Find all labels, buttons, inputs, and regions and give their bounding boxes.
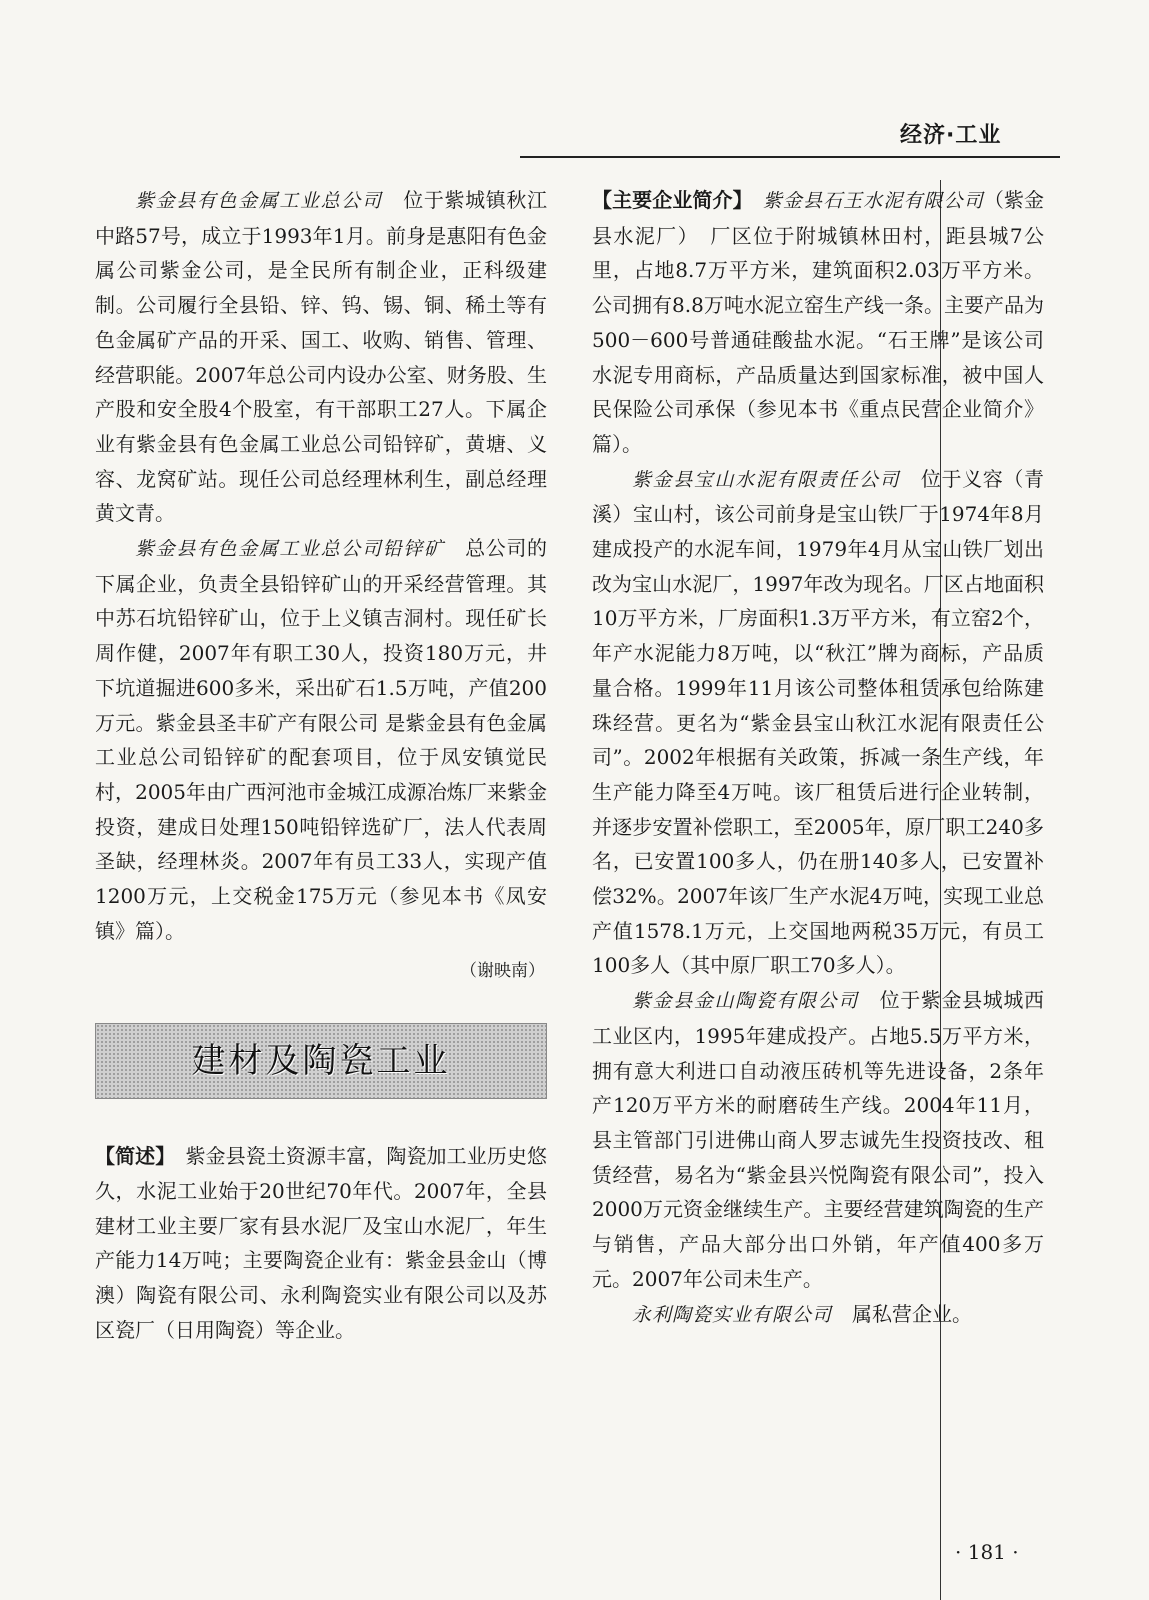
- page-number: · 181 ·: [955, 1540, 1019, 1564]
- section-banner: [95, 1023, 547, 1099]
- paragraph-overview: [95, 1139, 547, 1347]
- paragraph-nonferrous-company: [95, 183, 547, 531]
- running-header: 经济·工业: [900, 123, 1002, 148]
- paragraph-shiwang-cement: [592, 183, 1044, 462]
- entity-name: 紫金县石王水泥有限公司: [742, 190, 984, 212]
- entity-name: 紫金县宝山水泥有限责任公司: [632, 468, 901, 491]
- section-title: 建材及陶瓷工业: [191, 1040, 451, 1081]
- paragraph-yongli-ceramics: [592, 1297, 1044, 1333]
- paragraph-text: 位于紫金县城城西工业区内，1995年建成投产。占地5.5万平方米，拥有意大利进口自动液压砖机等先进设备，2条年产120万平方米的耐磨砖生产线。2004年11月，县主管部门引进佛山商人罗志诚先生投资技改、租赁经营，易名为“紫金县兴悦陶瓷有限公司”，投入2000万元资金继续生产。主要经营建筑陶瓷的生产与销售，产品大部分出口外销，年产值400多万元。2007年公司未生产。: [592, 988, 1044, 1291]
- lead-label: 【简述】: [95, 1144, 166, 1169]
- header-rule: [520, 156, 1060, 158]
- paragraph-text: 位于义容（青溪）宝山村，该公司前身是宝山铁厂于1974年8月建成投产的水泥车间，1979年4月从宝山铁厂划出改为宝山水泥厂，1997年改为现名。厂区占地面积10万平方米，厂房面积1.3万平方米，有立窑2个，年产水泥能力8万吨，以“秋江”牌为商标，产品质量合格。1999年11月该公司整体租赁承包给陈建珠经营。更名为“紫金县宝山秋江水泥有限责任公司”。2002年根据有关政策，拆减一条生产线，年生产能力降至4万吨。该厂租赁后进行企业转制，并逐步安置补偿职工，至2005年，原厂职工240多名，已安置100多人，仍在册140多人，已安置补偿32%。2007年该厂生产水泥4万吨，实现工业总产值1578.1万元，上交国地两税35万元，有员工100多人（其中原厂职工70多人）。: [592, 466, 1044, 978]
- right-column: [592, 183, 1044, 1332]
- paragraph-jinshan-ceramics: [592, 983, 1044, 1296]
- left-column: [95, 183, 547, 1347]
- entity-name: 紫金县金山陶瓷有限公司: [632, 990, 859, 1013]
- entity-name: 紫金县有色金属工业总公司: [135, 190, 383, 212]
- author-credit: （谢映南）: [460, 961, 545, 982]
- entity-name: 紫金县有色金属工业总公司铅锌矿: [135, 538, 445, 561]
- paragraph-text: 属私营企业。: [832, 1301, 973, 1326]
- paragraph-lead-zinc-mine: [95, 531, 547, 948]
- paragraph-baoshan-cement: [592, 462, 1044, 984]
- lead-label: 【主要企业简介】: [592, 188, 743, 212]
- paragraph-text: 紫金县瓷土资源丰富，陶瓷加工业历史悠久，水泥工业始于20世纪70年代。2007年，全县建材工业主要厂家有县水泥厂及宝山水泥厂，年生产能力14万吨；主要陶瓷企业有：紫金县金山（博澳）陶瓷有限公司、永利陶瓷实业有限公司以及苏区瓷厂（日用陶瓷）等企业。: [95, 1144, 548, 1342]
- entity-name: 永利陶瓷实业有限公司: [632, 1303, 833, 1326]
- paragraph-text: 总公司的下属企业，负责全县铅锌矿山的开采经营管理。其中苏石坑铅锌矿山，位于上义镇吉洞村。现任矿长周作健，2007年有职工30人，投资180万元，井下坑道掘进600多米，采出矿石1.5万吨，产值200万元。紫金县圣丰矿产有限公司 是紫金县有色金属工业总公司铅锌矿的配套项目，位于凤安镇觉民村，2005年由广西河池市金城江成源冶炼厂来紫金投资，建成日处理150吨铅锌选矿厂，法人代表周圣缺，经理林炎。2007年有员工33人，实现产值1200万元，上交税金175万元（参见本书《凤安镇》篇）。: [95, 536, 547, 943]
- paragraph-text: （紫金县水泥厂） 厂区位于附城镇林田村，距县城7公里，占地8.7万平方米，建筑面积2.03万平方米。公司拥有8.8万吨水泥立窑生产线一条。主要产品为500－600号普通硅酸盐水泥。“石王牌”是该公司水泥专用商标，产品质量达到国家标准，被中国人民保险公司承保（参见本书《重点民营企业简介》篇）。: [592, 188, 1045, 456]
- paragraph-text: 位于紫城镇秋江中路57号，成立于1993年1月。前身是惠阳有色金属公司紫金公司，是全民所有制企业，正科级建制。公司履行全县铅、锌、钨、锡、铜、稀土等有色金属矿产品的开采、国工、收购、销售、管理、经营职能。2007年总公司内设办公室、财务股、生产股和安全股4个股室，有干部职工27人。下属企业有紫金县有色金属工业总公司铅锌矿，黄塘、义容、龙窝矿站。现任公司总经理林利生，副总经理黄文青。: [95, 188, 547, 526]
